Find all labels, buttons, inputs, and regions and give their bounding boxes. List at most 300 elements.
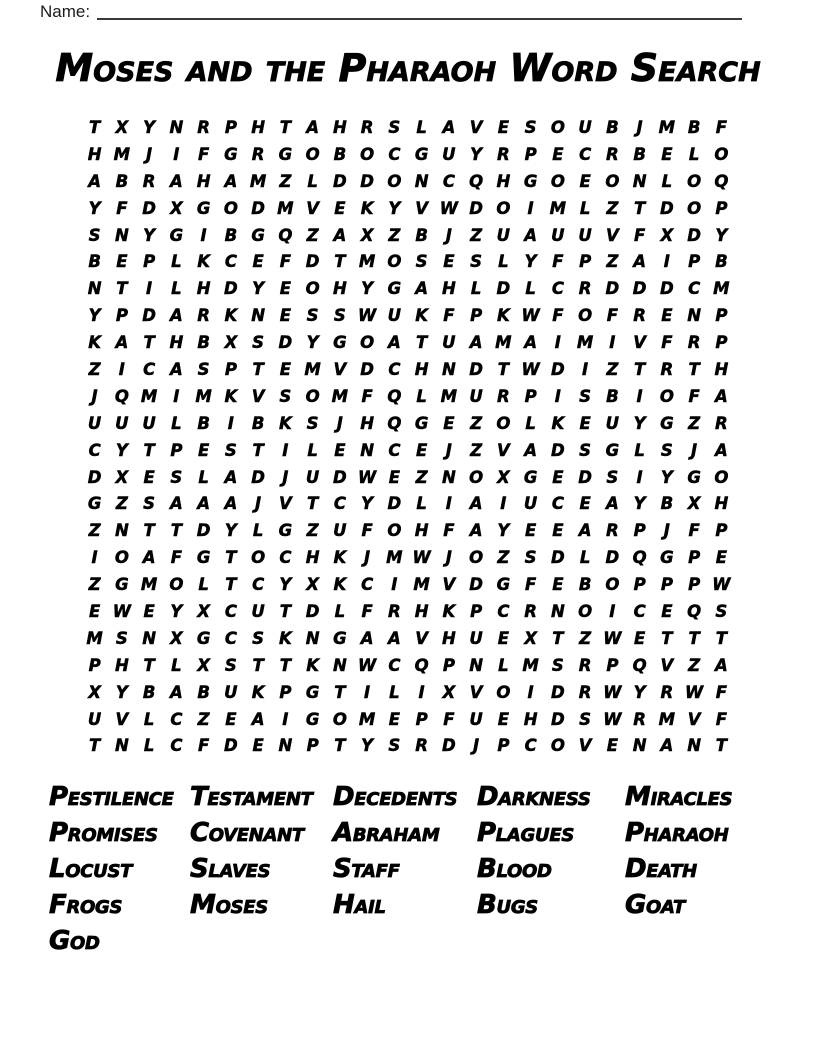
grid-cell: O — [714, 144, 729, 164]
grid-cell: L — [307, 440, 318, 460]
grid-cell: U — [523, 494, 538, 514]
grid-cell: S — [88, 225, 101, 245]
grid-cell: C — [633, 601, 646, 621]
grid-cell: J — [364, 548, 371, 568]
grid-cell: E — [661, 144, 673, 164]
grid-cell: C — [688, 279, 701, 299]
grid-cell: V — [251, 386, 265, 406]
grid-cell: N — [360, 440, 375, 460]
grid-cell: X — [115, 117, 129, 137]
grid-cell: Z — [88, 359, 101, 379]
grid-cell: O — [469, 467, 484, 487]
grid-cell: A — [578, 521, 592, 541]
grid-cell: P — [715, 198, 728, 218]
grid-cell: D — [551, 440, 565, 460]
grid-cell: M — [386, 548, 403, 568]
grid-cell: E — [497, 709, 510, 729]
grid-cell: Y — [306, 333, 319, 353]
grid-cell: X — [306, 575, 319, 595]
grid-cell: D — [605, 279, 620, 299]
grid-cell: I — [500, 494, 507, 514]
grid-cell: W — [521, 306, 540, 326]
grid-cell: M — [440, 386, 458, 406]
grid-cell: F — [715, 117, 728, 137]
grid-cell: C — [224, 628, 237, 648]
grid-cell: Y — [143, 117, 156, 137]
grid-cell: G — [251, 225, 265, 245]
grid-cell: P — [660, 575, 673, 595]
grid-cell: J — [691, 440, 698, 460]
grid-cell: O — [387, 252, 402, 272]
grid-cell: L — [470, 279, 482, 299]
grid-cell: H — [441, 279, 456, 299]
grid-cell: R — [197, 306, 210, 326]
grid-cell: O — [496, 413, 511, 433]
grid-cell: R — [606, 521, 619, 541]
grid-cell: Y — [279, 575, 292, 595]
grid-cell: C — [170, 709, 183, 729]
grid-cell: P — [224, 117, 237, 137]
grid-cell: S — [170, 467, 183, 487]
grid-cell: T — [88, 117, 101, 137]
grid-cell: M — [113, 144, 131, 164]
grid-cell: Z — [606, 198, 619, 218]
grid-cell: S — [197, 359, 210, 379]
grid-cell: P — [579, 252, 592, 272]
grid-cell: B — [197, 333, 210, 353]
grid-cell: O — [659, 386, 674, 406]
grid-cell: H — [714, 359, 729, 379]
grid-cell: T — [143, 440, 155, 460]
grid-cell: I — [200, 225, 207, 245]
grid-cell: A — [224, 171, 238, 191]
grid-cell: P — [688, 575, 701, 595]
grid-cell: T — [334, 682, 346, 702]
grid-cell: T — [633, 198, 646, 218]
grid-cell: C — [170, 736, 183, 756]
grid-cell: Z — [197, 709, 210, 729]
grid-cell: P — [524, 144, 537, 164]
grid-cell: V — [496, 440, 510, 460]
grid-cell: S — [715, 601, 728, 621]
grid-cell: L — [171, 279, 182, 299]
grid-cell: W — [603, 628, 622, 648]
grid-cell: O — [387, 171, 402, 191]
grid-cell: C — [388, 359, 401, 379]
word-list-item: Promises — [49, 818, 158, 849]
grid-cell: W — [358, 467, 377, 487]
grid-cell: X — [660, 225, 674, 245]
word-list-item: Darkness — [477, 782, 591, 813]
grid-cell: V — [333, 359, 347, 379]
grid-cell: V — [115, 709, 129, 729]
grid-cell: B — [115, 171, 129, 191]
grid-cell: G — [278, 521, 293, 541]
grid-cell: M — [249, 171, 267, 191]
grid-cell: S — [143, 494, 156, 514]
grid-cell: L — [498, 252, 509, 272]
letter-grid — [81, 114, 735, 759]
grid-cell: S — [388, 117, 401, 137]
grid-cell: K — [415, 306, 429, 326]
grid-cell: J — [445, 548, 452, 568]
grid-cell: H — [441, 628, 456, 648]
grid-cell: S — [333, 306, 346, 326]
grid-cell: X — [170, 198, 183, 218]
grid-cell: M — [304, 359, 321, 379]
grid-cell: D — [278, 333, 293, 353]
grid-cell: U — [605, 413, 620, 433]
grid-cell: F — [715, 682, 728, 702]
grid-cell: T — [688, 628, 700, 648]
grid-cell: B — [197, 413, 210, 433]
grid-cell: P — [715, 333, 728, 353]
grid-cell: Z — [606, 359, 619, 379]
grid-cell: I — [554, 386, 561, 406]
grid-cell: E — [334, 440, 346, 460]
grid-cell: H — [714, 494, 729, 514]
grid-cell: F — [361, 386, 373, 406]
grid-cell: V — [469, 682, 483, 702]
grid-cell: B — [633, 144, 646, 164]
grid-cell: B — [687, 117, 701, 137]
grid-cell: R — [197, 117, 210, 137]
grid-cell: I — [227, 413, 234, 433]
grid-cell: K — [251, 682, 265, 702]
word-list-item: Decedents — [333, 782, 458, 813]
grid-cell: B — [578, 575, 592, 595]
grid-cell: R — [687, 333, 701, 353]
grid-cell: H — [169, 333, 184, 353]
grid-cell: T — [225, 548, 237, 568]
grid-cell: D — [360, 171, 374, 191]
grid-cell: K — [278, 413, 292, 433]
grid-cell: Q — [632, 548, 647, 568]
grid-cell: N — [414, 171, 429, 191]
grid-cell: P — [688, 252, 701, 272]
grid-cell: S — [279, 386, 292, 406]
grid-cell: H — [414, 521, 429, 541]
grid-cell: I — [636, 467, 643, 487]
grid-cell: M — [522, 655, 539, 675]
grid-cell: L — [198, 575, 209, 595]
grid-cell: W — [685, 682, 704, 702]
grid-cell: M — [358, 252, 376, 272]
grid-cell: N — [687, 736, 702, 756]
grid-cell: X — [687, 494, 701, 514]
grid-cell: S — [224, 655, 237, 675]
grid-cell: C — [252, 575, 265, 595]
grid-cell: R — [606, 144, 619, 164]
grid-cell: I — [554, 333, 561, 353]
grid-cell: G — [196, 628, 211, 648]
grid-cell: G — [687, 467, 701, 487]
grid-cell: P — [279, 682, 292, 702]
grid-cell: A — [169, 682, 183, 702]
grid-cell: T — [334, 252, 346, 272]
grid-cell: H — [414, 601, 429, 621]
grid-cell: E — [334, 198, 346, 218]
page-title: Moses and the Pharaoh Word Search — [55, 46, 761, 90]
grid-cell: L — [171, 413, 182, 433]
grid-cell: O — [251, 548, 266, 568]
grid-cell: C — [497, 601, 510, 621]
grid-cell: F — [170, 548, 183, 568]
grid-cell: S — [579, 386, 592, 406]
grid-cell: R — [660, 359, 674, 379]
grid-cell: A — [251, 709, 265, 729]
grid-cell: P — [143, 252, 156, 272]
grid-cell: O — [578, 601, 593, 621]
grid-cell: T — [661, 628, 673, 648]
grid-cell: V — [469, 117, 483, 137]
grid-cell: Y — [660, 467, 673, 487]
grid-cell: O — [687, 171, 702, 191]
grid-cell: A — [605, 494, 619, 514]
grid-cell: I — [636, 386, 643, 406]
grid-cell: L — [143, 736, 155, 756]
grid-cell: U — [87, 709, 102, 729]
grid-cell: H — [332, 279, 347, 299]
grid-cell: O — [305, 279, 320, 299]
grid-cell: P — [688, 548, 701, 568]
grid-cell: A — [660, 736, 674, 756]
grid-cell: C — [524, 736, 537, 756]
grid-cell: Z — [470, 440, 483, 460]
grid-cell: A — [714, 655, 728, 675]
grid-cell: G — [523, 467, 538, 487]
grid-cell: O — [687, 198, 702, 218]
grid-cell: U — [442, 144, 456, 164]
grid-cell: G — [115, 575, 129, 595]
grid-cell: Y — [143, 225, 156, 245]
grid-cell: E — [633, 628, 646, 648]
grid-cell: I — [582, 359, 589, 379]
grid-cell: F — [715, 709, 728, 729]
grid-cell: Z — [688, 655, 701, 675]
grid-cell: Y — [633, 413, 646, 433]
grid-cell: G — [196, 548, 211, 568]
grid-cell: G — [224, 144, 238, 164]
grid-cell: W — [712, 575, 731, 595]
word-list-item: Staff — [333, 854, 400, 885]
grid-cell: S — [115, 628, 128, 648]
grid-cell: A — [387, 628, 401, 648]
grid-cell: E — [579, 171, 591, 191]
grid-cell: Z — [306, 225, 319, 245]
word-list-item: Blood — [477, 854, 552, 885]
grid-cell: F — [552, 252, 564, 272]
grid-cell: R — [578, 655, 592, 675]
grid-cell: D — [687, 225, 701, 245]
grid-cell: N — [114, 521, 129, 541]
grid-cell: A — [524, 225, 538, 245]
grid-cell: M — [86, 628, 103, 648]
grid-cell: O — [550, 736, 565, 756]
grid-cell: E — [661, 306, 673, 326]
grid-cell: D — [196, 521, 211, 541]
grid-cell: W — [521, 359, 540, 379]
grid-cell: U — [142, 413, 156, 433]
grid-cell: G — [87, 494, 102, 514]
word-list-item: Pestilence — [49, 782, 174, 813]
grid-cell: G — [660, 413, 674, 433]
grid-cell: M — [140, 386, 158, 406]
grid-cell: L — [579, 548, 591, 568]
grid-cell: P — [497, 736, 510, 756]
grid-cell: A — [224, 494, 238, 514]
grid-cell: I — [609, 601, 616, 621]
grid-cell: P — [115, 306, 128, 326]
word-list-item: Covenant — [190, 818, 304, 849]
grid-cell: F — [633, 225, 646, 245]
grid-cell: S — [660, 440, 673, 460]
grid-cell: V — [633, 333, 647, 353]
grid-cell: T — [143, 333, 155, 353]
grid-cell: K — [442, 601, 456, 621]
grid-cell: N — [251, 306, 266, 326]
grid-cell: L — [579, 198, 591, 218]
grid-cell: D — [605, 548, 620, 568]
grid-cell: R — [251, 144, 265, 164]
grid-cell: F — [524, 575, 537, 595]
grid-cell: E — [552, 575, 564, 595]
grid-cell: A — [469, 521, 483, 541]
grid-cell: P — [415, 709, 428, 729]
grid-cell: Z — [579, 628, 592, 648]
grid-cell: K — [224, 386, 238, 406]
grid-cell: Y — [88, 198, 101, 218]
grid-cell: R — [578, 279, 592, 299]
grid-cell: M — [277, 198, 294, 218]
grid-cell: R — [360, 117, 374, 137]
grid-cell: Y — [715, 225, 728, 245]
word-list-item: God — [49, 926, 100, 957]
grid-cell: D — [551, 548, 565, 568]
grid-cell: C — [388, 144, 401, 164]
grid-cell: E — [143, 467, 155, 487]
grid-cell: A — [88, 171, 102, 191]
grid-cell: D — [551, 682, 565, 702]
grid-cell: Q — [114, 386, 129, 406]
grid-cell: E — [579, 494, 591, 514]
grid-cell: U — [469, 709, 483, 729]
grid-cell: L — [143, 709, 155, 729]
grid-cell: D — [305, 252, 320, 272]
grid-cell: O — [578, 306, 593, 326]
grid-cell: F — [279, 252, 292, 272]
grid-cell: T — [415, 333, 428, 353]
grid-cell: B — [606, 117, 619, 137]
grid-cell: A — [169, 494, 183, 514]
grid-cell: S — [306, 413, 319, 433]
grid-cell: A — [197, 494, 211, 514]
grid-cell: K — [224, 306, 238, 326]
grid-cell: Z — [497, 548, 510, 568]
grid-cell: E — [661, 601, 673, 621]
grid-cell: X — [497, 467, 510, 487]
grid-cell: D — [333, 171, 347, 191]
grid-cell: Q — [469, 171, 484, 191]
grid-cell: K — [551, 413, 565, 433]
grid-cell: G — [660, 548, 674, 568]
grid-cell: T — [279, 601, 291, 621]
grid-cell: R — [142, 171, 156, 191]
grid-cell: M — [358, 709, 376, 729]
grid-cell: P — [633, 521, 646, 541]
grid-cell: L — [389, 682, 400, 702]
grid-cell: O — [714, 467, 729, 487]
grid-cell: X — [224, 333, 238, 353]
grid-cell: I — [663, 252, 670, 272]
grid-cell: J — [445, 440, 452, 460]
grid-cell: X — [524, 628, 537, 648]
grid-cell: U — [387, 306, 402, 326]
grid-cell: E — [279, 359, 292, 379]
grid-cell: A — [469, 333, 483, 353]
grid-cell: V — [415, 628, 429, 648]
grid-cell: T — [497, 359, 509, 379]
grid-cell: U — [115, 413, 129, 433]
grid-cell: O — [496, 198, 511, 218]
grid-cell: I — [527, 198, 534, 218]
grid-cell: U — [442, 333, 456, 353]
grid-cell: J — [91, 386, 98, 406]
grid-cell: Y — [115, 440, 128, 460]
grid-cell: I — [91, 548, 98, 568]
grid-cell: V — [660, 655, 674, 675]
word-list-item: Moses — [190, 890, 268, 921]
grid-cell: L — [688, 144, 700, 164]
grid-cell: M — [658, 709, 676, 729]
grid-cell: U — [333, 521, 347, 541]
grid-cell: X — [360, 225, 374, 245]
grid-cell: V — [687, 709, 701, 729]
grid-cell: Y — [115, 682, 128, 702]
grid-cell: O — [387, 521, 402, 541]
grid-cell: D — [442, 736, 456, 756]
grid-cell: A — [469, 494, 483, 514]
grid-cell: J — [255, 494, 262, 514]
grid-cell: J — [282, 467, 289, 487]
grid-cell: D — [142, 198, 156, 218]
grid-cell: M — [495, 333, 512, 353]
grid-cell: G — [305, 682, 320, 702]
grid-cell: L — [525, 413, 536, 433]
grid-cell: U — [469, 628, 483, 648]
grid-cell: P — [524, 386, 537, 406]
grid-cell: Z — [688, 413, 701, 433]
grid-cell: C — [551, 279, 564, 299]
grid-cell: R — [388, 601, 401, 621]
grid-cell: B — [606, 386, 619, 406]
grid-cell: D — [496, 279, 511, 299]
grid-cell: C — [88, 440, 101, 460]
word-list-item: Locust — [49, 854, 133, 885]
grid-cell: E — [88, 601, 101, 621]
grid-cell: M — [576, 333, 594, 353]
grid-cell: I — [282, 709, 289, 729]
grid-cell: E — [252, 252, 264, 272]
grid-cell: F — [606, 306, 619, 326]
grid-cell: I — [173, 144, 180, 164]
word-list-item: Slaves — [190, 854, 271, 885]
grid-cell: T — [715, 628, 727, 648]
grid-cell: N — [441, 359, 456, 379]
grid-cell: S — [606, 467, 619, 487]
grid-cell: K — [360, 198, 374, 218]
grid-cell: O — [305, 144, 320, 164]
